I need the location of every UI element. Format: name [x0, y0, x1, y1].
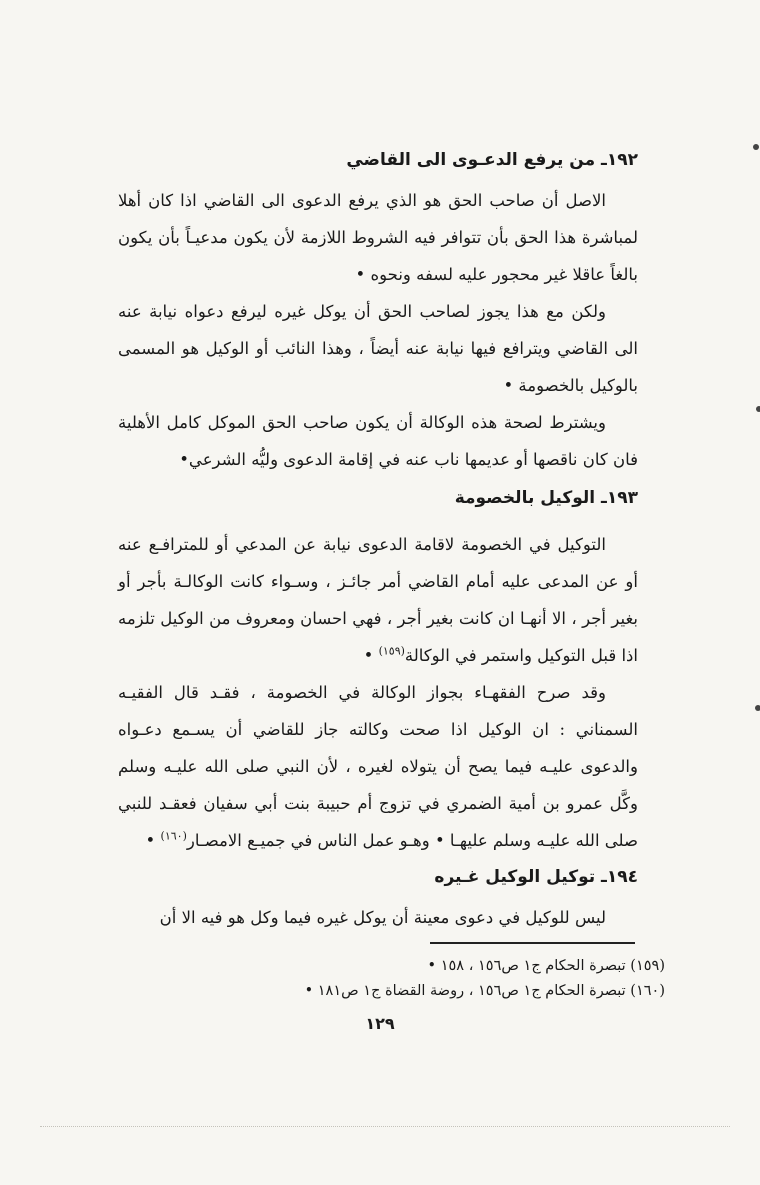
binding-hole-mark [755, 705, 760, 711]
page-number: ١٢٩ [365, 1014, 395, 1033]
footnote-160: (١٦٠) تبصرة الحكام ج١ ص١٥٦ ، روضة القضاة ج١ ص١٨١ • [304, 983, 665, 999]
main-text [118, 146, 638, 936]
paragraph-192-1: الاصل أن صاحب الحق هو الذي يرفع الدعوى الى القاضي اذا كان أهلا لمباشرة هذا الحق بأن تتوافر فيه الشروط اللازمة لأن يكون مدعيـاً بأن يكون بالغاً عاقلا غير محجور عليه لسفه ونحوه • [118, 191, 638, 284]
scan-edge-speckle [40, 1126, 730, 1128]
binding-hole-mark [756, 406, 760, 412]
paragraph-193-1-text: التوكيل في الخصومة لاقامة الدعوى نيابة عن المدعي أو للمترافـع عنه أو عن المدعى عليه أمام القاضي أمر جائـز ، وسـواء كانت الوكالـة بأجر أو بغير أجر ، الا أنهـا ان كانت بغير أجر ، فهي احسان ومعروف من الوكيل تلزمه اذا قبل التوكيل واستمر في الوكالة [118, 535, 638, 665]
footnote-divider [430, 942, 635, 944]
paragraph-193-2-end: • [145, 831, 161, 850]
paragraph-194-1: ليس للوكيل في دعوى معينة أن يوكل غيره فيما وكل هو فيه الا أن [159, 908, 606, 927]
paragraph-193-1-end: • [363, 646, 379, 665]
section-heading-194: ١٩٤ـ توكيل الوكيل غـيره [434, 867, 638, 887]
binding-hole-mark [753, 144, 759, 150]
footnotes [150, 954, 665, 1004]
paragraph-193-2-text: وقد صرح الفقهـاء بجواز الوكالة في الخصومة ، فقـد قال الفقيـه السمناني : ان الوكيل اذا صحت وكالته جاز للقاضي أن يسـمع دعـواه والدعوى عليـه فيما يصح أن يتولاه لغيره ، لأن النبي صلى الله عليـه وسلم وكَّل عمرو بن أمية الضمري في تزوج أم حبيبة بنت أبي سفيان فعقـد للنبي صلى الله عليـه وسلم عليهـا • وهـو عمل الناس في جميـع الامصـار [118, 683, 638, 850]
footnote-159: (١٥٩) تبصرة الحكام ج١ ص١٥٦ ، ١٥٨ • [427, 958, 665, 974]
footnote-ref-159: (١٥٩) [378, 644, 405, 658]
paragraph-193-2 [118, 674, 638, 859]
section-heading-193: ١٩٣ـ الوكيل بالخصومة [454, 488, 638, 508]
paragraph-192-2: ولكن مع هذا يجوز لصاحب الحق أن يوكل غيره ليرفع دعواه نيابة عنه الى القاضي ويترافع فيها نيابة عنه أيضاً ، وهذا النائب أو الوكيل هو المسمى بالوكيل بالخصومة • [118, 302, 638, 395]
section-heading-192: ١٩٢ـ من يرفع الدعـوى الى القاضي [346, 150, 638, 170]
footnote-ref-160: (١٦٠) [160, 829, 187, 843]
paragraph-192-3: ويشترط لصحة هذه الوكالة أن يكون صاحب الحق الموكل كامل الأهلية فان كان ناقصها أو عديمها ناب عنه في إقامة الدعوى وليُّه الشرعي• [118, 413, 638, 469]
paragraph-193-1 [118, 526, 638, 674]
